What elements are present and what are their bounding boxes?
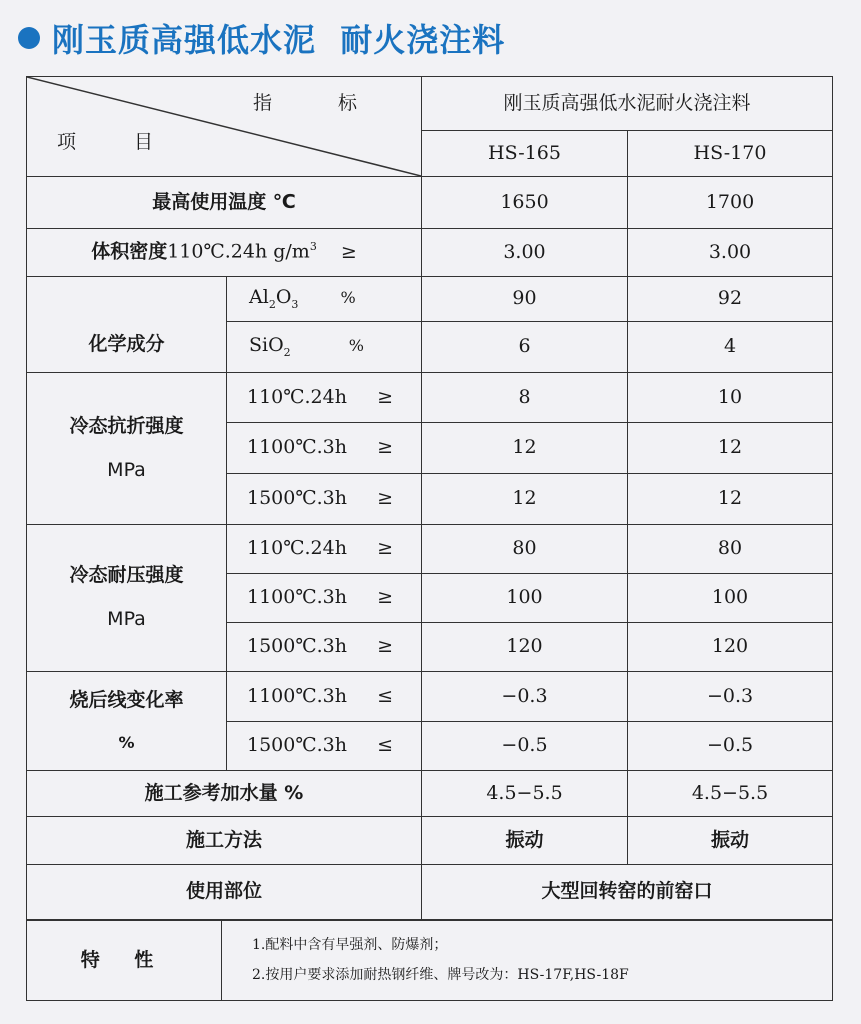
flexural-unit: MPa [107, 458, 146, 481]
compressive-label: 冷态耐压强度 MPa [27, 525, 227, 672]
table-cell: 1700 [628, 177, 833, 229]
table-cell: 4.5−5.5 [628, 771, 833, 817]
density-label-cell [27, 229, 422, 277]
table-cell: 6 [422, 322, 628, 373]
grade-hs165: HS-165 [422, 131, 628, 177]
chem-al2o3: $Al_2O_3$ % [227, 277, 422, 322]
compressive-cond: 1500℃.3h ≥ [227, 623, 422, 672]
table-cell: 8 [422, 373, 628, 423]
compressive-unit: MPa [107, 608, 146, 630]
table-cell: 3.00 [628, 229, 833, 277]
page-title: 刚玉质高强低水泥 耐火浇注料 [52, 21, 506, 59]
usage-label: 使用部位 [27, 865, 422, 920]
table-row [27, 525, 833, 574]
method-label: 施工方法 [27, 817, 422, 865]
table-cell: 80 [422, 525, 628, 574]
usage-value: 大型回转窑的前窑口 [422, 865, 833, 920]
table-cell: −0.5 [422, 722, 628, 771]
item-label: 项 目 [57, 131, 180, 154]
spec-table [26, 76, 833, 920]
table-cell: 80 [628, 525, 833, 574]
table-cell: 120 [422, 623, 628, 672]
table-cell: −0.5 [628, 722, 833, 771]
header-corner-cell [27, 77, 422, 177]
chem-sio2: SiO$_2$ % [227, 322, 422, 373]
table-cell: 振动 [628, 817, 833, 865]
product-name-cell: 刚玉质高强低水泥耐火浇注料 [422, 77, 833, 131]
bullet-icon [18, 27, 40, 49]
compressive-cond: 1100℃.3h ≥ [227, 574, 422, 623]
table-cell: 12 [628, 423, 833, 474]
chemistry-label: 化学成分 [27, 277, 227, 373]
table-cell: 10 [628, 373, 833, 423]
table-cell: 1650 [422, 177, 628, 229]
table-cell: 振动 [422, 817, 628, 865]
table-cell: 12 [422, 423, 628, 474]
table-row [27, 177, 833, 229]
table-cell: 100 [628, 574, 833, 623]
table-row [27, 921, 833, 1001]
flexural-cond: 1100℃.3h ≥ [227, 423, 422, 474]
features-notes [222, 921, 833, 1001]
table-row [27, 817, 833, 865]
features-table [26, 920, 833, 1001]
page-header [18, 14, 505, 62]
linear-change-cond: 1500℃.3h ≤ [227, 722, 422, 771]
table-row [27, 77, 833, 131]
table-cell: −0.3 [422, 672, 628, 722]
density-label: 体积密度 [91, 240, 168, 263]
water-label: 施工参考加水量 % [27, 771, 422, 817]
table-row [27, 771, 833, 817]
density-sup: 3 [309, 240, 317, 254]
table-row [27, 229, 833, 277]
note-item: 1.配料中含有早强剂、防爆剂； [252, 937, 448, 954]
compressive-cond: 110℃.24h ≥ [227, 525, 422, 574]
table-cell: −0.3 [628, 672, 833, 722]
grade-hs170: HS-170 [628, 131, 833, 177]
table-row [27, 672, 833, 722]
density-op: ≥ [340, 240, 357, 263]
table-cell: 120 [628, 623, 833, 672]
flexural-cond: 110℃.24h ≥ [227, 373, 422, 423]
table-cell: 92 [628, 277, 833, 322]
table-cell: 100 [422, 574, 628, 623]
linear-change-unit: % [118, 732, 135, 752]
table-cell: 12 [628, 474, 833, 525]
table-row [27, 373, 833, 423]
table-cell: 4 [628, 322, 833, 373]
linear-change-label: 烧后线变化率 % [27, 672, 227, 771]
linear-change-cond: 1100℃.3h ≤ [227, 672, 422, 722]
note-item: 2.按用户要求添加耐热钢纤维、牌号改为：HS-17F,HS-18F [252, 966, 629, 983]
flexural-label: 冷态抗折强度 MPa [27, 373, 227, 525]
table-cell: 12 [422, 474, 628, 525]
table-cell: 3.00 [422, 229, 628, 277]
max-temp-label: 最高使用温度 ℃ [27, 177, 422, 229]
table-cell: 4.5−5.5 [422, 771, 628, 817]
density-condition: 110℃.24h g/m [167, 240, 310, 263]
features-label: 特 性 [27, 921, 222, 1001]
table-row [27, 865, 833, 920]
table-row [27, 277, 833, 322]
flexural-cond: 1500℃.3h ≥ [227, 474, 422, 525]
indicator-label: 指 标 [252, 92, 387, 114]
table-cell: 90 [422, 277, 628, 322]
